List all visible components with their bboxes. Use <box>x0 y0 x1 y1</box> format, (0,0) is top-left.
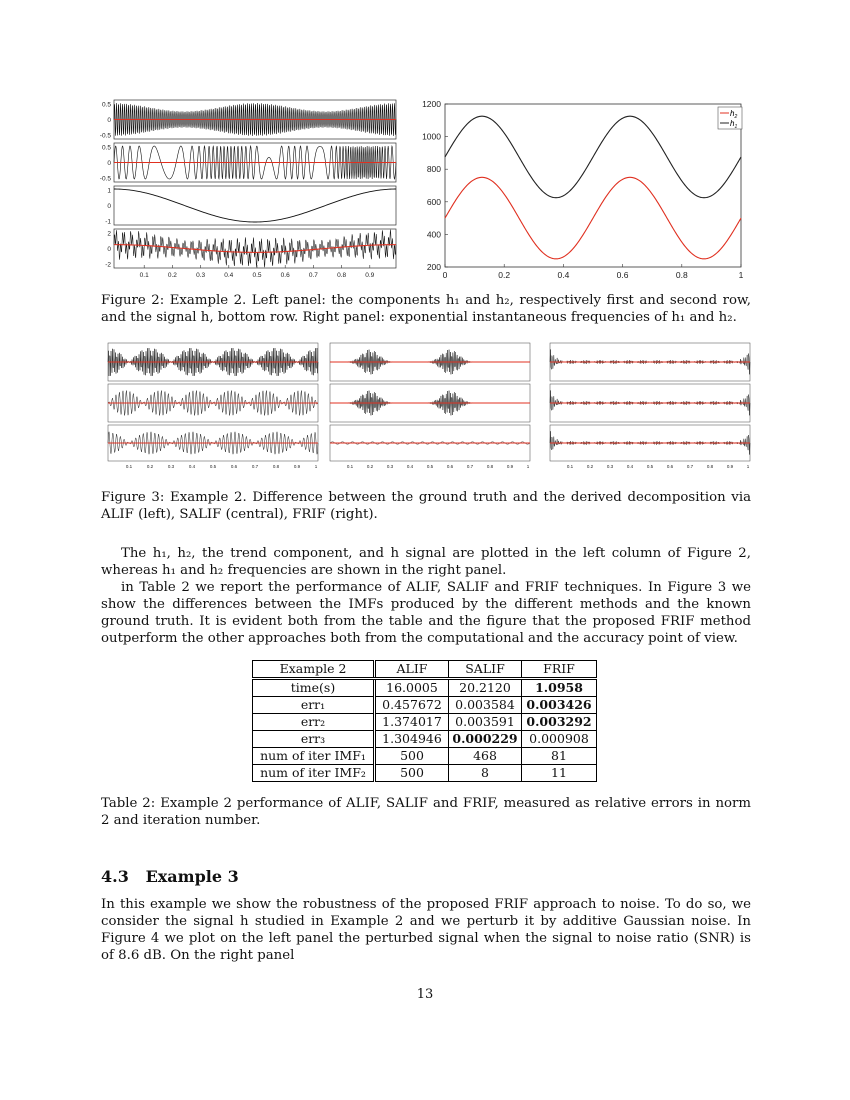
table-cell: 16.0005 <box>375 679 449 697</box>
x-tick-label: 0.1 <box>346 464 354 469</box>
x-tick-label: 0.4 <box>626 464 634 469</box>
table-row <box>253 731 597 748</box>
table2-caption: Table 2: Example 2 performance of ALIF, SALIF and FRIF, measured as relative errors in norm 2 and iteration number. <box>101 796 751 828</box>
component-row-h2 <box>100 143 396 183</box>
table-cell: 0.003426 <box>522 697 597 714</box>
x-tick-label: 0.2 <box>586 464 594 469</box>
table-cell: 0.003591 <box>449 714 522 731</box>
trend-signal <box>114 189 396 222</box>
x-tick-label: 0.9 <box>293 464 301 469</box>
table-cell: 0.000229 <box>449 731 522 748</box>
table-cell: time(s) <box>253 679 375 697</box>
figure2-caption: Figure 2: Example 2. Left panel: the components h₁ and h₂, respectively first and second row, and the signal h, bottom row. Right panel: exponential instantaneous frequencies of h₁ and h₂. <box>101 293 751 325</box>
table-cell: 1.304946 <box>375 731 449 748</box>
figure3-panel-SALIF <box>330 343 530 469</box>
table-cell: err₁ <box>253 697 375 714</box>
paragraph-2: in Table 2 we report the performance of ALIF, SALIF and FRIF techniques. In Figure 3 we show the differences between the IMFs produced by the different methods and the known ground truth. It is evident both from the table and the figure that the proposed FRIF method outperform the other approaches both from the computational and the accuracy point of view. <box>101 580 751 646</box>
x-tick-label: 0.1 <box>125 464 133 469</box>
table-cell: 20.2120 <box>449 679 522 697</box>
x-tick-label: 0.8 <box>337 272 347 279</box>
x-tick-label: 0.7 <box>251 464 259 469</box>
x-tick-label: 1 <box>314 464 318 469</box>
table-row <box>253 697 597 714</box>
x-tick-label: 0.6 <box>280 272 290 279</box>
series-line-h1 <box>445 116 741 197</box>
series-line-h2 <box>445 177 741 258</box>
table-cell: 1.374017 <box>375 714 449 731</box>
y-tick-label: -0.5 <box>99 175 111 183</box>
y-tick-label: 0 <box>107 203 111 210</box>
figure3-panel-FRIF <box>550 343 750 469</box>
x-tick-label: 1 <box>738 270 744 280</box>
section-heading: 4.3 Example 3 <box>101 867 239 886</box>
x-tick-label: 0.8 <box>272 464 280 469</box>
x-tick-label: 1 <box>746 464 750 469</box>
chart-legend <box>718 107 742 130</box>
header-cell: ALIF <box>375 661 449 679</box>
x-tick-label: 0.3 <box>386 464 394 469</box>
x-tick-label: 0.7 <box>466 464 474 469</box>
x-tick-label: 0.4 <box>188 464 196 469</box>
y-tick-label: 2 <box>107 230 111 238</box>
figure3-caption: Figure 3: Example 2. Difference between the ground truth and the derived decomposition via ALIF (left), SALIF (central), FRIF (right). <box>101 490 751 522</box>
x-tick-label: 0.6 <box>616 270 629 280</box>
x-tick-label: 0.5 <box>426 464 434 469</box>
x-tick-label: 0.9 <box>726 464 734 469</box>
table-cell: err₂ <box>253 714 375 731</box>
figure2-right-chart <box>408 95 753 285</box>
x-tick-label: 0.1 <box>566 464 574 469</box>
figure3-panel-ALIF <box>108 343 318 469</box>
x-tick-label: 0.8 <box>675 270 688 280</box>
figure3 <box>98 339 758 471</box>
y-tick-label: 1 <box>107 187 111 195</box>
x-tick-label: 0.7 <box>308 272 318 279</box>
component-row-trend <box>105 186 396 226</box>
signal-h <box>114 230 396 268</box>
header-cell: FRIF <box>522 661 597 679</box>
y-tick-label: 400 <box>426 229 441 240</box>
x-tick-label: 0.2 <box>146 464 154 469</box>
table-row <box>253 765 597 782</box>
x-tick-label: 0.6 <box>446 464 454 469</box>
legend-h1-label: $h_1$ <box>730 119 738 130</box>
y-tick-label: 0 <box>107 117 111 124</box>
x-tick-label: 0.1 <box>139 272 149 279</box>
x-tick-label: 0.5 <box>209 464 217 469</box>
table-cell: 81 <box>522 748 597 765</box>
table-cell: 500 <box>375 748 449 765</box>
y-tick-label: 1200 <box>422 99 441 109</box>
y-tick-label: 0 <box>107 160 111 167</box>
y-tick-label: -2 <box>105 261 111 269</box>
table-cell: 1.0958 <box>522 679 597 697</box>
x-tick-label: 0.4 <box>406 464 414 469</box>
legend-h2-label: $h_2$ <box>730 109 738 120</box>
section-text: In this example we show the robustness of the proposed FRIF approach to noise. To do so, we consider the signal h studied in Example 2 and we perturb it by additive Gaussian noise. In Figure 4 we plot on the left panel the perturbed signal when the signal to noise ratio (SNR) is of 8.6 dB. On the right panel <box>101 897 751 963</box>
y-tick-label: 0.5 <box>101 144 111 152</box>
x-tick-label: 0.8 <box>486 464 494 469</box>
x-tick-label: 0.2 <box>167 272 177 279</box>
table-cell: num of iter IMF₁ <box>253 748 375 765</box>
x-tick-label: 0.8 <box>706 464 714 469</box>
figure2-left-panel <box>86 95 406 285</box>
row-frame <box>114 186 396 225</box>
y-tick-label: -1 <box>105 218 111 226</box>
table-cell: 0.457672 <box>375 697 449 714</box>
paragraph-1: The h₁, h₂, the trend component, and h signal are plotted in the left column of Figure 2, whereas h₁ and h₂ frequencies are shown in the right panel. <box>101 546 751 578</box>
table-cell: err₃ <box>253 731 375 748</box>
x-tick-label: 0.2 <box>366 464 374 469</box>
table-cell: num of iter IMF₂ <box>253 765 375 782</box>
x-tick-label: 0.4 <box>224 272 234 279</box>
x-tick-label: 0.5 <box>646 464 654 469</box>
x-tick-label: 0 <box>442 270 448 280</box>
y-tick-label: 600 <box>426 196 441 207</box>
y-tick-label: 800 <box>426 164 441 175</box>
table-row <box>253 679 597 697</box>
chart-frame <box>445 104 741 267</box>
header-cell: SALIF <box>449 661 522 679</box>
table2 <box>252 660 597 782</box>
y-tick-label: 200 <box>426 262 441 272</box>
table-row <box>253 714 597 731</box>
component-row-h1 <box>100 100 396 140</box>
x-tick-label: 0.6 <box>666 464 674 469</box>
x-tick-label: 0.7 <box>686 464 694 469</box>
table-cell: 500 <box>375 765 449 782</box>
x-tick-label: 1 <box>526 464 530 469</box>
x-tick-label: 0.3 <box>196 272 206 279</box>
table-cell: 0.000908 <box>522 731 597 748</box>
x-tick-label: 0.3 <box>167 464 175 469</box>
table-cell: 8 <box>449 765 522 782</box>
header-cell: Example 2 <box>253 661 375 679</box>
table-cell: 11 <box>522 765 597 782</box>
table-cell: 468 <box>449 748 522 765</box>
y-tick-label: 1000 <box>422 131 441 142</box>
x-tick-label: 0.3 <box>606 464 614 469</box>
x-tick-label: 0.9 <box>506 464 514 469</box>
table-cell: 0.003584 <box>449 697 522 714</box>
y-tick-label: -0.5 <box>99 132 111 140</box>
y-tick-label: 0.5 <box>101 101 111 109</box>
table-row <box>253 748 597 765</box>
table-header-row <box>253 661 597 679</box>
x-tick-label: 0.9 <box>365 272 375 279</box>
table-cell: 0.003292 <box>522 714 597 731</box>
x-tick-label: 0.5 <box>252 272 262 279</box>
x-tick-label: 0.6 <box>230 464 238 469</box>
x-tick-label: 0.4 <box>557 270 570 280</box>
y-tick-label: 0 <box>107 246 111 253</box>
page-number: 13 <box>416 987 434 1002</box>
x-tick-label: 0.2 <box>498 270 511 280</box>
component-row-h <box>105 229 396 269</box>
